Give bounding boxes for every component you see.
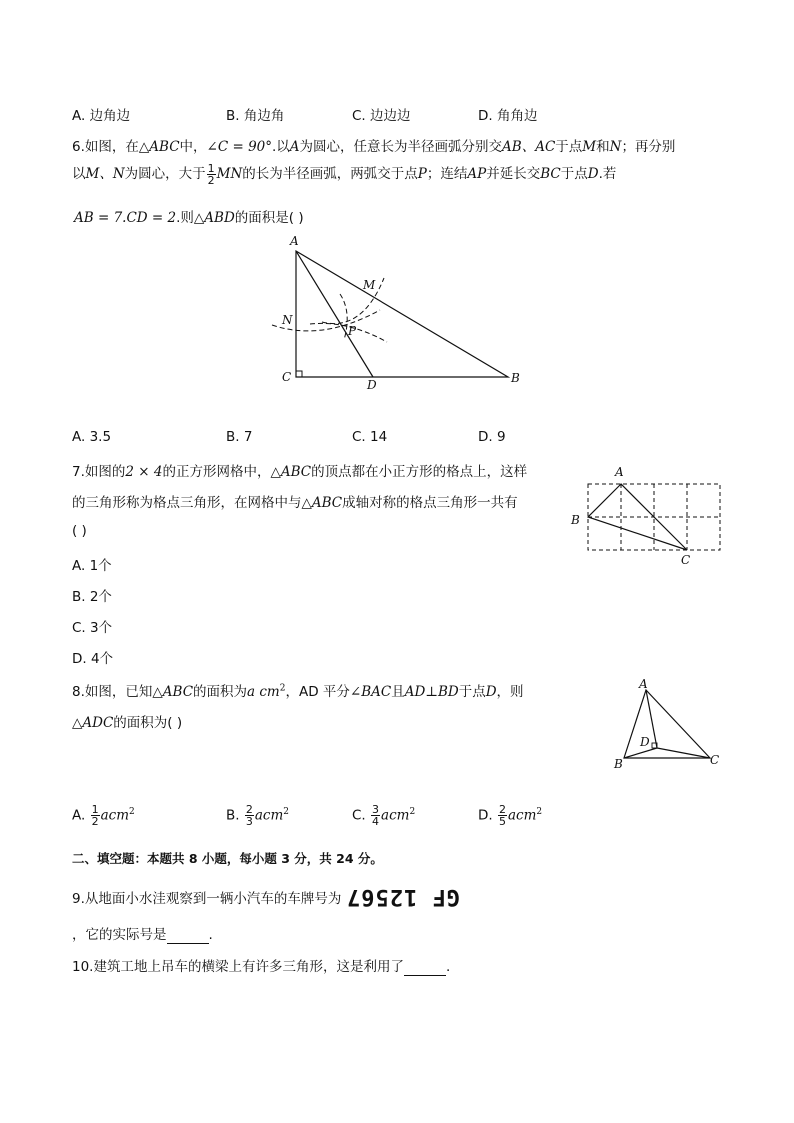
q6-option-a: A. 3.5: [72, 429, 112, 445]
q8-triangle-figure: [608, 678, 728, 772]
q8-segment-bd: [624, 748, 657, 758]
q7-option-d: D. 4个: [72, 651, 114, 667]
right-angle-mark: [296, 371, 302, 377]
q8-line-2: △ADC的面积为( ): [72, 715, 183, 731]
q8-label-d: D: [640, 735, 650, 749]
q9-line-2: ，它的实际号是 .: [72, 927, 213, 943]
q9-line-1: 9.从地面小水洼观察到一辆小汽车的车牌号为 GF 12567: [72, 884, 460, 909]
bisector-ad: [296, 251, 373, 377]
q6-half-fraction: $\frac{1}{2}$: [207, 161, 215, 187]
mirrored-license-plate: GF 12567: [345, 884, 460, 909]
q8-option-a: A. $\frac{1}{2}$ acm$^2$: [72, 803, 135, 828]
q6-option-d: D. 9: [478, 429, 506, 445]
q8-label-b: B: [614, 757, 623, 771]
grid-label-b: B: [571, 513, 580, 527]
label-n: N: [282, 313, 293, 327]
q9-answer-blank[interactable]: [167, 927, 209, 944]
q8-label-a: A: [639, 678, 648, 691]
q5-option-a: A. 边角边: [72, 108, 131, 124]
q8-option-d: D. $\frac{2}{5}$ acm$^2$: [478, 803, 543, 828]
q6-triangle-figure: [262, 232, 532, 394]
q10-line-1: 10.建筑工地上吊车的横梁上有许多三角形，这是利用了 .: [72, 959, 451, 975]
arc-a: [340, 294, 347, 340]
label-p: P: [348, 324, 357, 338]
label-m: M: [363, 278, 376, 292]
q7-option-c: C. 3个: [72, 620, 113, 636]
label-b: B: [511, 371, 520, 385]
q5-option-d: D. 角角边: [478, 108, 538, 124]
label-a: A: [290, 234, 299, 248]
q7-grid-figure: [566, 460, 726, 568]
q5-option-c: C. 边边边: [352, 108, 411, 124]
q8-triangle-abc: [624, 690, 710, 758]
q10-answer-blank[interactable]: [404, 959, 446, 976]
q8-option-b: B. $\frac{2}{3}$ acm$^2$: [226, 803, 290, 828]
q6-number: 6.: [72, 139, 85, 155]
grid-label-c: C: [681, 553, 691, 567]
q6-option-c: C. 14: [352, 429, 388, 445]
q7-option-a: A. 1个: [72, 558, 112, 574]
q7-line-2: 的三角形称为格点三角形，在网格中与△ABC成轴对称的格点三角形一共有: [72, 495, 518, 511]
label-c: C: [282, 370, 292, 384]
section-2-heading: 二、填空题：本题共 8 小题，每小题 3 分，共 24 分。: [72, 851, 383, 866]
q6-option-b: B. 7: [226, 429, 253, 445]
q7-option-b: B. 2个: [72, 589, 112, 605]
q8-line-1: 8.如图，已知△ABC的面积为a $cm^2$，AD 平分∠BAC且AD⊥BD于点D，则: [72, 683, 524, 700]
q5-option-b: B. 角边角: [226, 108, 285, 124]
q6-line-1: 6.如图，在△ABC中，∠C = 90°.以A为圆心，任意长为半径画弧分别交AB、AC于点M和N；再分别: [72, 139, 676, 155]
q6-line-3: AB = 7.CD = 2.则△ABD的面积是( ): [74, 210, 304, 226]
label-d: D: [367, 378, 377, 392]
q6-line-2: 以M、N为圆心，大于 $\frac{1}{2}$ MN的长为半径画弧，两弧交于点P；连结AP并延长交BC于点D.若: [72, 161, 617, 187]
q8-option-c: C. $\frac{3}{4}$ acm$^2$: [352, 803, 416, 828]
q7-line-1: 7.如图的2 × 4的正方形网格中，△ABC的顶点都在小正方形的格点上，这样: [72, 464, 528, 480]
grid-label-a: A: [615, 465, 624, 479]
q8-label-c: C: [710, 753, 720, 767]
q7-line-3: ( ): [72, 523, 87, 539]
triangle-abc: [296, 251, 508, 377]
